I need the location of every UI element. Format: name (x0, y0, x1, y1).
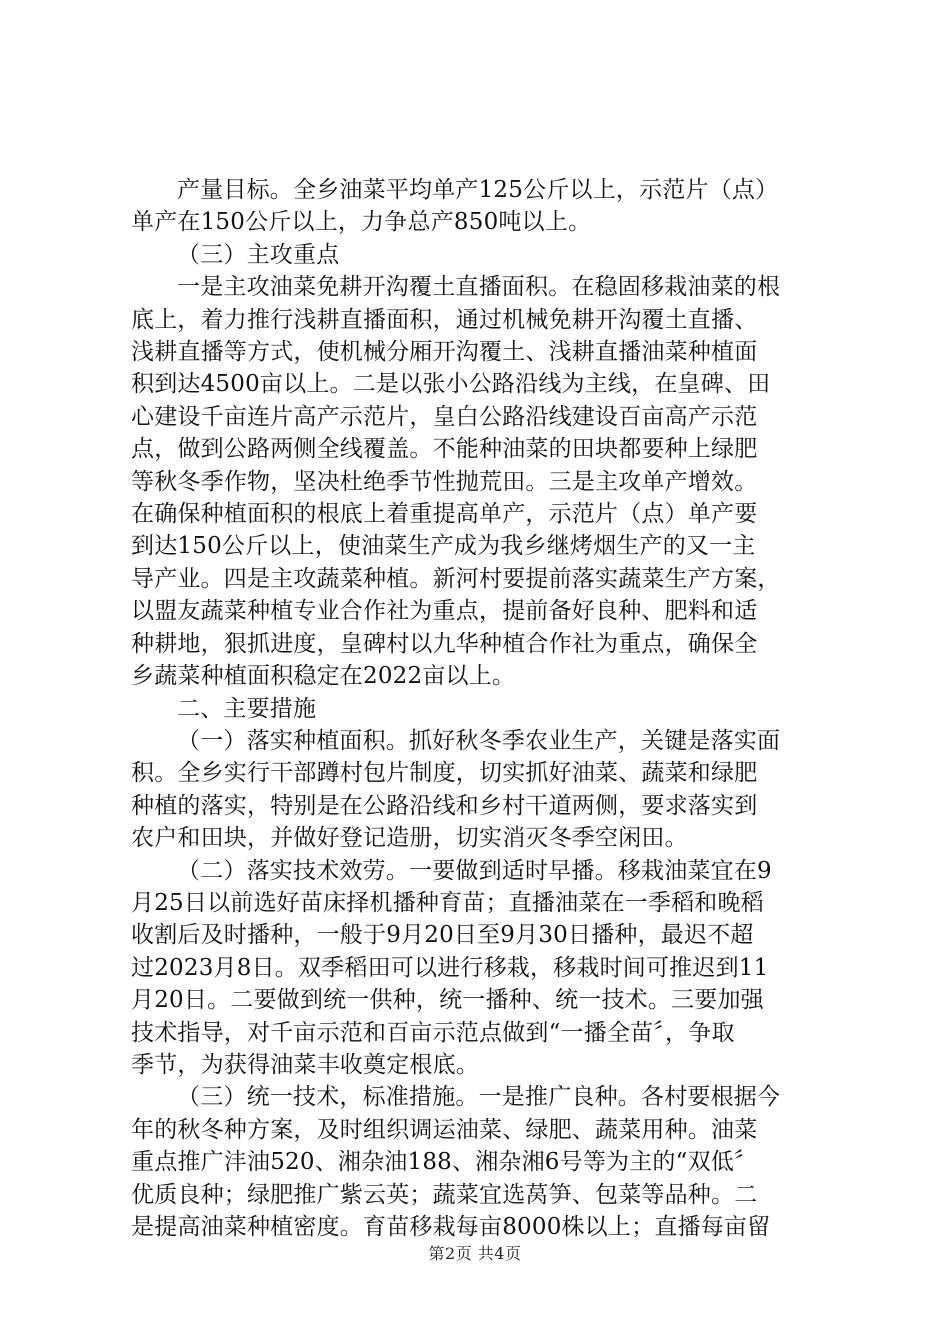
paragraph-line: 点，做到公路两侧全线覆盖。不能种油菜的田块都要种上绿肥 (131, 436, 758, 463)
paragraph-line: 月20日。二要做到统一供种，统一播种、统一技术。三要加强 (131, 987, 764, 1014)
document-body (131, 174, 831, 1243)
paragraph-line: 浅耕直播等方式，使机械分厢开沟覆土、浅耕直播油菜种植面 (131, 339, 758, 366)
paragraph-line: 到达150公斤以上，使油菜生产成为我乡继烤烟生产的又一主 (131, 533, 756, 560)
paragraph-line: 以盟友蔬菜种植专业合作社为重点，提前备好良种、肥料和适 (131, 598, 758, 625)
paragraph-line: 种耕地，狠抓进度，皇碑村以九华种植合作社为重点，确保全 (131, 630, 758, 657)
paragraph-line: （一）落实种植面积。抓好秋冬季农业生产，关键是落实面 (177, 727, 781, 754)
paragraph-line: （二）落实技术效劳。一要做到适时早播。移栽油菜宜在9 (177, 857, 772, 884)
paragraph-line: 积。全乡实行干部蹲村包片制度，切实抓好油菜、蔬菜和绿肥 (131, 760, 758, 787)
page-footer (0, 1241, 950, 1264)
paragraph-line: 收割后及时播种，一般于9月20日至9月30日播种，最迟不超 (131, 922, 754, 949)
paragraph-line: 一是主攻油菜免耕开沟覆土直播面积。在稳固移栽油菜的根 (177, 274, 781, 301)
paragraph-line: 农户和田块，并做好登记造册，切实消灭冬季空闲田。 (131, 825, 688, 852)
paragraph-line: 导产业。四是主攻蔬菜种植。新河村要提前落实蔬菜生产方案， (131, 565, 781, 592)
paragraph-line: 单产在150公斤以上，力争总产850吨以上。 (131, 209, 592, 236)
paragraph-line: 是提高油菜种植密度。育苗移栽每亩8000株以上；直播每亩留 (131, 1214, 771, 1240)
paragraph-line: 重点推广沣油520、湘杂油188、湘杂湘6号等为主的“双低〞 (131, 1149, 758, 1176)
paragraph-line: 等秋冬季作物，坚决杜绝季节性抛荒田。三是主攻单产增效。 (131, 468, 758, 495)
page-number: 第2页 共4页 (428, 1244, 522, 1263)
paragraph-line: 底上，着力推行浅耕直播面积，通过机械免耕开沟覆土直播、 (131, 306, 758, 333)
paragraph-line: 技术指导，对千亩示范和百亩示范点做到“一播全苗〞，争取 (131, 1019, 735, 1046)
paragraph-line: 产量目标。全乡油菜平均单产125公斤以上，示范片（点） (177, 177, 779, 203)
paragraph-line: 优质良种；绿肥推广紫云英；蔬菜宜选莴笋、包菜等品种。二 (131, 1181, 758, 1208)
paragraph-line: 积到达4500亩以上。二是以张小公路沿线为主线，在皇碑、田 (131, 371, 771, 398)
paragraph-line: 乡蔬菜种植面积稳定在2022亩以上。 (131, 663, 516, 690)
paragraph-line: （三）统一技术，标准措施。一是推广良种。各村要根据今 (177, 1084, 781, 1111)
paragraph-line: 过2023月8日。双季稻田可以进行移栽，移栽时间可推迟到11 (131, 954, 769, 981)
paragraph-line: 在确保种植面积的根底上着重提高单产，示范片（点）单产要 (131, 501, 758, 528)
paragraph-line: 月25日以前选好苗床择机播种育苗；直播油菜在一季稻和晚稻 (131, 889, 764, 916)
section-heading: 二、主要措施 (177, 695, 317, 722)
paragraph-line: 心建设千亩连片高产示范片，皇白公路沿线建设百亩高产示范 (131, 403, 758, 430)
paragraph-line: 年的秋冬种方案，及时组织调运油菜、绿肥、蔬菜用种。油菜 (131, 1116, 758, 1143)
section-heading: （三）主攻重点 (177, 241, 340, 268)
paragraph-line: 种植的落实，特别是在公路沿线和乡村干道两侧，要求落实到 (131, 792, 758, 819)
paragraph-line: 季节，为获得油菜丰收奠定根底。 (131, 1051, 479, 1078)
